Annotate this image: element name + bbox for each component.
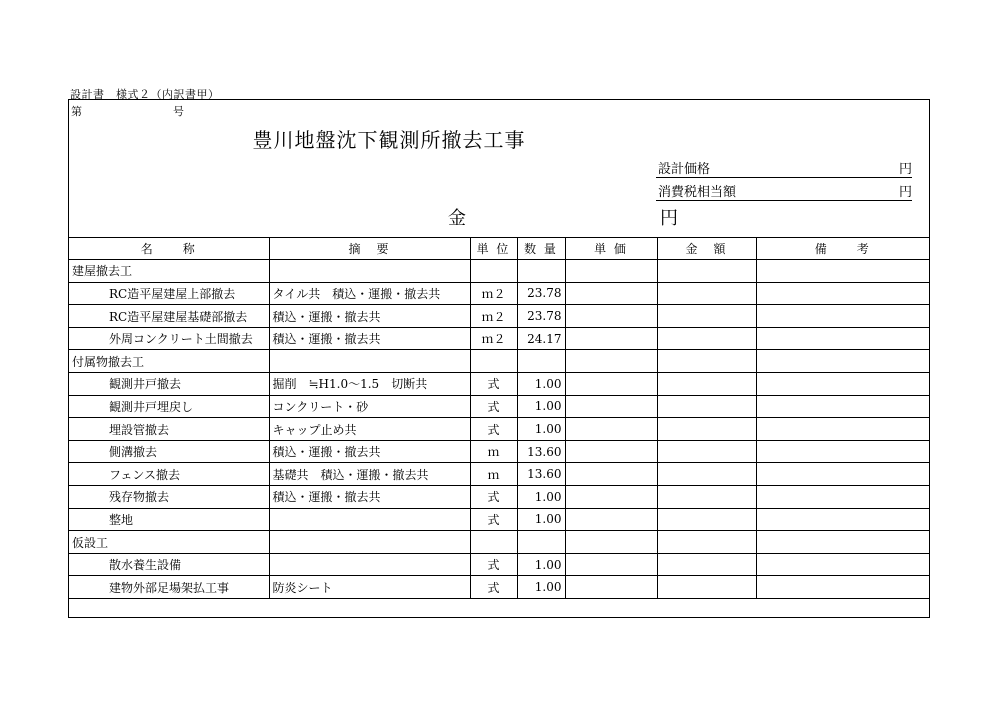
row-amount — [657, 440, 756, 463]
row-unit: ｍ — [470, 440, 517, 463]
row-unit-price — [565, 373, 657, 396]
column-header-row — [69, 237, 929, 260]
row-unit-price — [565, 418, 657, 441]
table-row — [69, 395, 929, 418]
row-summary: 掘削 ≒H1.0～1.5 切断共 — [269, 373, 470, 396]
total-amount-label: 金 — [448, 208, 466, 229]
row-summary: タイル共 積込・運搬・撤去共 — [269, 282, 470, 305]
row-unit-price — [565, 576, 657, 599]
row-name: 残存物撤去 — [69, 486, 269, 509]
row-summary: コンクリート・砂 — [269, 395, 470, 418]
table-row — [69, 305, 929, 328]
row-qty: 23.78 — [517, 282, 565, 305]
category-row — [69, 531, 929, 554]
row-amount — [657, 418, 756, 441]
row-amount — [657, 350, 756, 373]
table-row — [69, 576, 929, 599]
row-qty: 1.00 — [517, 576, 565, 599]
col-unit-price: 単 価 — [565, 237, 657, 260]
row-remarks — [756, 350, 929, 373]
row-amount — [657, 260, 756, 283]
row-unit-price — [565, 508, 657, 531]
row-remarks — [756, 373, 929, 396]
row-unit-price — [565, 282, 657, 305]
row-unit — [470, 350, 517, 373]
row-amount — [657, 531, 756, 554]
row-name: 建屋撤去工 — [69, 260, 269, 283]
row-qty: 1.00 — [517, 553, 565, 576]
row-unit-price — [565, 305, 657, 328]
table-row — [69, 327, 929, 350]
row-unit-price — [565, 350, 657, 373]
row-name: RC造平屋建屋上部撤去 — [69, 282, 269, 305]
row-qty: 1.00 — [517, 418, 565, 441]
row-unit-price — [565, 395, 657, 418]
row-qty: 24.17 — [517, 327, 565, 350]
row-unit-price — [565, 260, 657, 283]
form-label: 設計書 様式２（内訳書甲） — [70, 88, 220, 101]
row-unit: 式 — [470, 508, 517, 531]
row-qty: 23.78 — [517, 305, 565, 328]
row-qty — [517, 260, 565, 283]
sheet-header — [69, 100, 929, 238]
row-unit — [470, 260, 517, 283]
row-amount — [657, 327, 756, 350]
table-row — [69, 373, 929, 396]
row-remarks — [756, 440, 929, 463]
row-amount — [657, 463, 756, 486]
row-remarks — [756, 395, 929, 418]
design-price-yen: 円 — [898, 162, 912, 177]
row-unit-price — [565, 486, 657, 509]
row-qty: 1.00 — [517, 395, 565, 418]
tax-row — [656, 179, 912, 201]
row-summary — [269, 508, 470, 531]
row-summary — [269, 260, 470, 283]
row-summary — [269, 531, 470, 554]
category-row — [69, 260, 929, 283]
row-name: 整地 — [69, 508, 269, 531]
row-remarks — [756, 463, 929, 486]
row-amount — [657, 282, 756, 305]
tax-label: 消費税相当額 — [658, 185, 737, 200]
row-name: 仮設工 — [69, 531, 269, 554]
table-body — [69, 260, 929, 599]
col-unit: 単 位 — [470, 237, 517, 260]
row-unit-price — [565, 531, 657, 554]
col-qty: 数 量 — [517, 237, 565, 260]
row-name: 外周コンクリート土間撤去 — [69, 327, 269, 350]
row-unit: 式 — [470, 395, 517, 418]
row-qty: 13.60 — [517, 463, 565, 486]
row-remarks — [756, 260, 929, 283]
design-price-row — [656, 156, 912, 178]
row-amount — [657, 576, 756, 599]
row-remarks — [756, 327, 929, 350]
row-unit: ｍ２ — [470, 327, 517, 350]
row-qty — [517, 531, 565, 554]
row-remarks — [756, 508, 929, 531]
row-name: RC造平屋建屋基礎部撤去 — [69, 305, 269, 328]
row-summary: 防炎シート — [269, 576, 470, 599]
tax-yen: 円 — [898, 185, 912, 200]
row-unit: ｍ — [470, 463, 517, 486]
row-unit: 式 — [470, 553, 517, 576]
row-remarks — [756, 486, 929, 509]
number-suffix-label: 号 — [173, 105, 184, 118]
project-title: 豊川地盤沈下観測所撤去工事 — [252, 128, 526, 152]
table-row — [69, 418, 929, 441]
row-unit — [470, 531, 517, 554]
row-summary: 基礎共 積込・運搬・撤去共 — [269, 463, 470, 486]
row-name: 観測井戸撤去 — [69, 373, 269, 396]
col-amount: 金 額 — [657, 237, 756, 260]
row-qty: 13.60 — [517, 440, 565, 463]
row-qty: 1.00 — [517, 486, 565, 509]
category-row — [69, 350, 929, 373]
row-summary — [269, 553, 470, 576]
row-summary: キャップ止め共 — [269, 418, 470, 441]
row-amount — [657, 486, 756, 509]
number-label: 第 — [71, 105, 82, 118]
col-remarks: 備 考 — [756, 237, 929, 260]
col-summary: 摘 要 — [269, 237, 470, 260]
breakdown-table — [69, 237, 929, 599]
row-remarks — [756, 418, 929, 441]
row-unit: 式 — [470, 418, 517, 441]
row-unit-price — [565, 440, 657, 463]
row-name: 観測井戸埋戻し — [69, 395, 269, 418]
row-qty — [517, 350, 565, 373]
row-unit: ｍ２ — [470, 305, 517, 328]
total-amount-yen: 円 — [660, 208, 678, 229]
row-qty: 1.00 — [517, 508, 565, 531]
table-row — [69, 508, 929, 531]
row-amount — [657, 508, 756, 531]
table-row — [69, 440, 929, 463]
row-unit-price — [565, 553, 657, 576]
row-summary: 積込・運搬・撤去共 — [269, 486, 470, 509]
design-price-label: 設計価格 — [658, 162, 711, 177]
table-row — [69, 553, 929, 576]
row-unit-price — [565, 463, 657, 486]
row-remarks — [756, 531, 929, 554]
col-name: 名 称 — [69, 237, 269, 260]
row-name: 建物外部足場架払工事 — [69, 576, 269, 599]
row-name: 埋設管撤去 — [69, 418, 269, 441]
row-unit: 式 — [470, 486, 517, 509]
row-qty: 1.00 — [517, 373, 565, 396]
row-unit: 式 — [470, 576, 517, 599]
row-summary: 積込・運搬・撤去共 — [269, 305, 470, 328]
row-unit: 式 — [470, 373, 517, 396]
row-name: 付属物撤去工 — [69, 350, 269, 373]
row-name: 散水養生設備 — [69, 553, 269, 576]
row-remarks — [756, 282, 929, 305]
row-remarks — [756, 305, 929, 328]
row-amount — [657, 305, 756, 328]
row-amount — [657, 373, 756, 396]
row-name: 側溝撤去 — [69, 440, 269, 463]
row-summary — [269, 350, 470, 373]
estimate-sheet — [68, 99, 930, 618]
row-summary: 積込・運搬・撤去共 — [269, 440, 470, 463]
table-row — [69, 486, 929, 509]
row-amount — [657, 395, 756, 418]
row-remarks — [756, 576, 929, 599]
row-unit: ｍ２ — [470, 282, 517, 305]
row-unit-price — [565, 327, 657, 350]
row-name: フェンス撤去 — [69, 463, 269, 486]
row-summary: 積込・運搬・撤去共 — [269, 327, 470, 350]
row-amount — [657, 553, 756, 576]
table-row — [69, 463, 929, 486]
table-row — [69, 282, 929, 305]
row-remarks — [756, 553, 929, 576]
